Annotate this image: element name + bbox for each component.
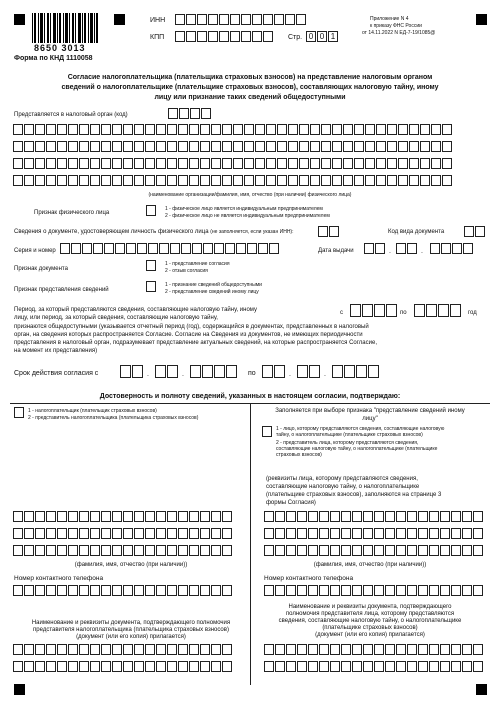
individual-sign-option-1: 1 - физическое лицо является индивидуальным предпринимателем (165, 206, 323, 212)
kpp-label: КПП (150, 34, 165, 41)
appendix-line1: Приложение N 4 (370, 16, 409, 22)
right-doc-line3: сведения, составляющие налоговую тайну, о налогоплательщике (278, 618, 462, 624)
signer-type-option-1: 1 - налогоплательщик (плательщик страховых взносов) (28, 408, 157, 414)
right-fio-caption: (фамилия, имя, отчество (при наличии)) (313, 562, 427, 568)
left-phone-cells[interactable] (13, 585, 233, 596)
issue-date-dot-1: . (389, 248, 391, 255)
recipient-option-1-line1: 1 - лицо, которому представляются сведения, составляющие налоговую (276, 426, 445, 432)
validity-to-year[interactable] (332, 365, 380, 378)
name-row-2[interactable] (13, 141, 453, 152)
left-doc-row-1[interactable] (13, 644, 233, 655)
left-doc-line3: (документ (или его копия) прилагается) (76, 634, 186, 640)
right-fio-row-3[interactable] (264, 545, 484, 556)
identity-doc-inn-cells[interactable] (318, 226, 340, 237)
individual-sign-checkbox[interactable] (146, 205, 156, 216)
right-phone-label: Номер контактного телефона (264, 575, 354, 582)
right-details-line2: составляющие налоговую тайну, о налогоплательщике (266, 484, 420, 490)
doc-sign-checkbox[interactable] (146, 260, 156, 271)
left-fio-row-3[interactable] (13, 545, 233, 556)
right-doc-line5: (документ (или его копия) прилагается) (315, 632, 425, 638)
recipient-option-2-line1: 2 - представитель лица, которому представляются сведения, (276, 440, 419, 446)
validity-from-dot-2: . (182, 371, 184, 378)
validity-from-year[interactable] (190, 365, 238, 378)
validity-label: Срок действия согласия с (14, 370, 99, 377)
issue-date-day-cells[interactable] (364, 243, 386, 254)
confirm-heading: Достоверность и полноту сведений, указанных в настоящем согласии, подтверждаю: (99, 393, 401, 400)
right-details-line1: (реквизиты лица, которому представляются сведения, (266, 476, 418, 482)
identity-doc-label-text: Сведения о документе, удостоверяющем личность физического лица (14, 229, 209, 235)
page-digit-3: 1 (328, 31, 338, 42)
left-fio-row-2[interactable] (13, 528, 233, 539)
left-fio-caption: (фамилия, имя, отчество (при наличии)) (74, 562, 188, 568)
recipient-option-1-line2: тайну, о налогоплательщике (плательщике страховых взносов) (276, 432, 423, 438)
right-doc-row-1[interactable] (264, 644, 484, 655)
info-sign-label: Признак представления сведений (14, 287, 109, 293)
signer-type-checkbox[interactable] (14, 407, 24, 418)
right-doc-line1: Наименование и реквизиты документа, подтверждающего (288, 604, 452, 610)
name-row-4[interactable] (13, 175, 453, 186)
right-fio-grid[interactable] (264, 511, 484, 556)
validity-from-dot-1: . (147, 371, 149, 378)
individual-sign-option-2: 2 - физическое лицо не является индивидуальным предпринимателем (165, 213, 330, 219)
title-line2: сведений о налогоплательщике (плательщике страховых взносов), составляющих налоговую тайну, иному (61, 84, 439, 91)
form-code: Форма по КНД 1110058 (14, 55, 93, 62)
period-from-label: с (340, 310, 343, 316)
doc-type-code-cells[interactable] (464, 226, 486, 237)
right-details-line3: (плательщике страховых взносов), заполняются на странице 3 (266, 492, 442, 498)
corner-marker-bottom-left (14, 684, 25, 695)
doc-type-code-label: Код вида документа (388, 229, 445, 235)
validity-to-label: по (248, 370, 256, 377)
period-from-cells[interactable] (350, 304, 398, 317)
series-number-label: Серия и номер (14, 248, 56, 254)
page-digit-1: 0 (306, 31, 316, 42)
tax-authority-label: Представляется в налоговый орган (код) (14, 112, 128, 118)
info-sign-option-1: 1 - признание сведений общедоступными (165, 282, 262, 288)
right-doc-row-2[interactable] (264, 661, 484, 672)
issue-date-year-cells[interactable] (430, 243, 474, 254)
issue-date-dot-2: . (421, 248, 423, 255)
appendix-line2: к приказу ФНС России (370, 23, 422, 29)
left-phone-label: Номер контактного телефона (14, 575, 104, 582)
organization-name-grid[interactable] (13, 124, 453, 186)
page-label: Стр. (288, 34, 303, 41)
left-fio-row-1[interactable] (13, 511, 233, 522)
corner-marker-bottom-right (476, 684, 487, 695)
series-number-cells[interactable] (60, 243, 280, 254)
right-doc-line2: полномочия представителя лица, которому представляются (285, 611, 455, 617)
period-to-cells[interactable] (414, 304, 462, 317)
recipient-type-checkbox[interactable] (262, 426, 272, 437)
validity-to-dot-1: . (289, 371, 291, 378)
recipient-option-2-line3: страховых взносов) (276, 452, 322, 458)
validity-from-month[interactable] (155, 365, 179, 378)
left-doc-line1: Наименование и реквизиты документа, подтверждающего полномочия (31, 620, 231, 626)
signer-type-option-2: 2 - представитель налогоплательщика (плательщика страховых взносов) (28, 415, 199, 421)
issue-date-label: Дата выдачи (318, 248, 354, 254)
corner-marker-top-right (476, 14, 487, 25)
corner-marker-top-center (114, 14, 125, 25)
page-number-cells (306, 31, 339, 42)
identity-doc-note: (не заполняется, если указан ИНН): (210, 229, 294, 235)
period-paragraph-line4: на момент их представления) (14, 348, 98, 354)
issue-date-month-cells[interactable] (396, 243, 418, 254)
page-digit-2: 0 (317, 31, 327, 42)
validity-to-month[interactable] (297, 365, 321, 378)
period-year-label: год (468, 310, 477, 316)
kpp-cells[interactable] (175, 31, 274, 42)
validity-to-dot-2: . (324, 371, 326, 378)
confirm-divider (250, 403, 251, 685)
title-line3: лицу или признание таких сведений общедоступными (154, 94, 346, 101)
validity-from-day[interactable] (120, 365, 144, 378)
right-doc-line4: (плательщике страховых взносов) (322, 625, 418, 631)
right-phone-cells[interactable] (264, 585, 484, 596)
right-details-line4: формы Согласия) (266, 500, 316, 506)
inn-label: ИНН (150, 17, 166, 24)
right-doc-grid[interactable] (264, 644, 484, 672)
doc-sign-option-1: 1 - представление согласия (165, 261, 230, 267)
period-text-line1: Период, за который представляются сведения, составляющие налоговую тайну, иному (14, 307, 257, 313)
period-paragraph-line1: признаются общедоступными (указывается отчетный период (год), содержащийся в документах, представленных в налоговый (14, 324, 369, 330)
recipient-option-2-line2: составляющие налоговую тайну, о налогоплательщике (плательщике (276, 446, 438, 452)
left-doc-row-2[interactable] (13, 661, 233, 672)
right-intro-line1: Заполняется при выборе признака "представление сведений иному (275, 408, 465, 414)
name-row-3[interactable] (13, 158, 453, 169)
barcode-bars (32, 13, 98, 43)
period-text-line2: лицу, или период, за который сведения, составляющие налоговую тайну, (14, 315, 218, 321)
inn-cells[interactable] (175, 14, 307, 25)
left-fio-grid[interactable] (13, 511, 233, 556)
left-doc-grid[interactable] (13, 644, 233, 672)
right-fio-row-1[interactable] (264, 511, 484, 522)
right-intro-line2: лицу" (362, 416, 378, 422)
validity-to-day[interactable] (262, 365, 286, 378)
period-paragraph-line3: представления в налоговый орган, подразумевает представление актуальных сведений, на которые распространяется Согласие, (14, 340, 377, 346)
period-to-label: по (400, 310, 407, 316)
tax-authority-cells[interactable] (168, 108, 212, 119)
doc-sign-label: Признак документа (14, 266, 68, 272)
right-fio-row-2[interactable] (264, 528, 484, 539)
individual-sign-label: Признак физического лица (34, 210, 110, 216)
identity-doc-label (14, 229, 293, 236)
info-sign-option-2: 2 - представление сведений иному лицу (165, 289, 259, 295)
period-paragraph-line2: орган, на сведения которых распространяется Согласие. Согласие на Сведения из документов, не имеющих периодичности (14, 332, 363, 338)
title-line1: Согласие налогоплательщика (плательщика страховых взносов) на представление налоговым органом (67, 74, 433, 81)
corner-marker-top-left (14, 14, 25, 25)
barcode (32, 13, 98, 43)
info-sign-checkbox[interactable] (146, 281, 156, 292)
barcode-number: 8650 3013 (34, 43, 86, 53)
left-doc-line2: представителя налогоплательщика (плательщика страховых взносов) (33, 627, 229, 633)
organization-name-caption: (наименование организации/фамилия, имя, отчество (при наличии) физического лица) (148, 192, 352, 198)
name-row-1[interactable] (13, 124, 453, 135)
appendix-line3: от 14.11.2022 N ЕД-7-19/1085@ (362, 30, 436, 36)
doc-sign-option-2: 2 - отзыв согласия (165, 268, 208, 274)
